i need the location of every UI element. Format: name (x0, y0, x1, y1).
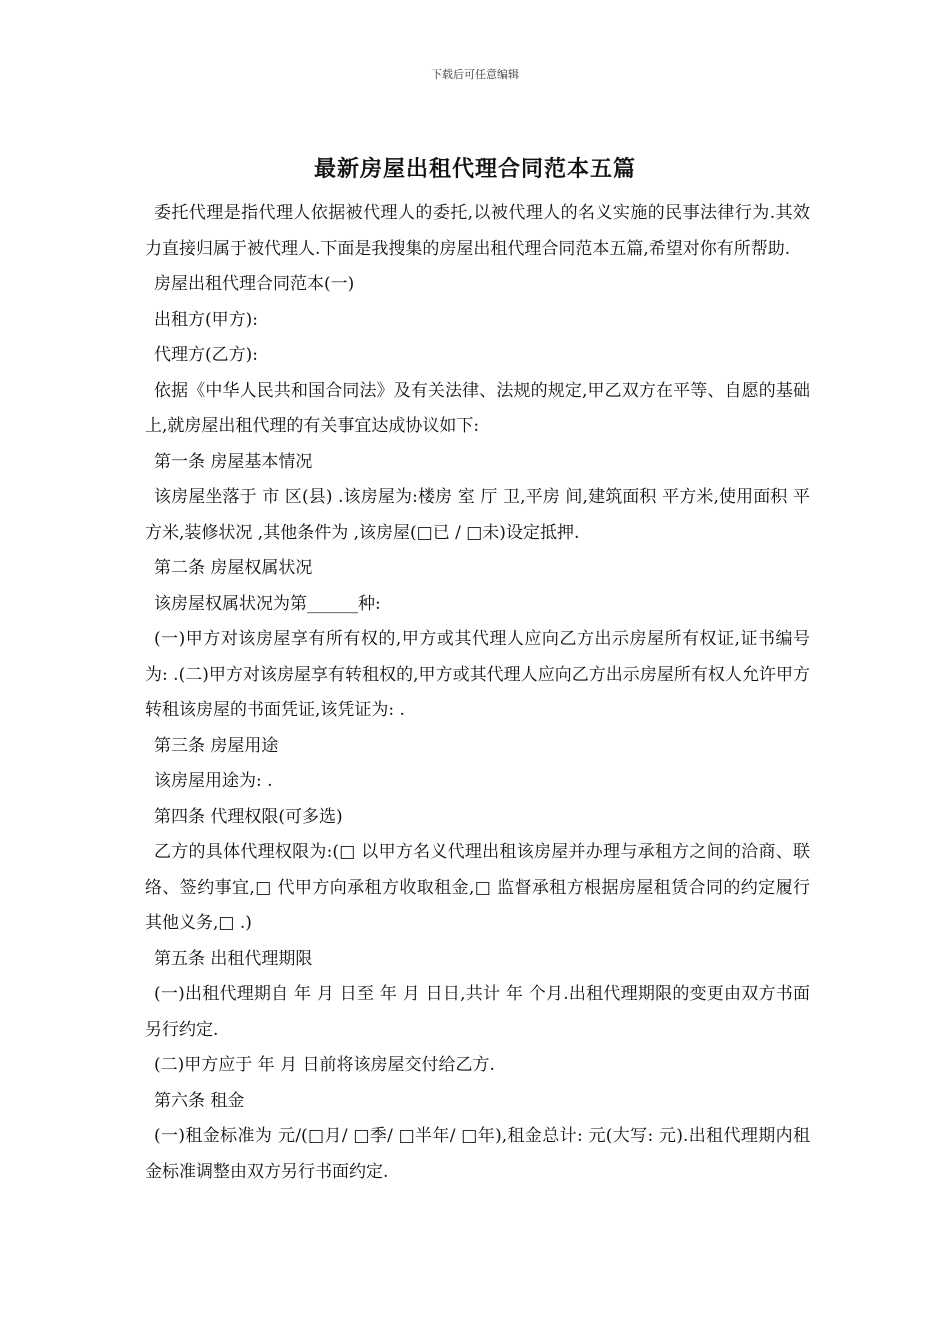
party-a-line: 出租方(甲方): (154, 309, 258, 330)
party-b-line: 代理方(乙方): (154, 345, 258, 365)
article-6-clause-1: (一)租金标准为 元/(□月/ □季/ □半年/ □年),租金总计: 元(大写: 元).出租代理期内租金标准调整由双方另行书面约定. (145, 1126, 810, 1182)
contract-subtitle: 房屋出租代理合同范本(一) (154, 274, 355, 294)
header-note: 下载后可任意编辑 (431, 68, 519, 81)
article-3-heading: 第三条 房屋用途 (154, 735, 279, 756)
article-1-body: 该房屋坐落于 市 区(县) .该房屋为:楼房 室 厅 卫,平房 间,建筑面积 平方米,使用面积 平方米,装修状况 ,其他条件为 ,该房屋(□已 / □未)设定抵押. (145, 487, 810, 543)
article-1-heading: 第一条 房屋基本情况 (154, 451, 313, 472)
article-2-intro: 该房屋权属状况为第______种: (154, 593, 381, 614)
document-title: 最新房屋出租代理合同范本五篇 (313, 156, 636, 182)
article-4-heading: 第四条 代理权限(可多选) (154, 806, 343, 827)
intro-paragraph: 委托代理是指代理人依据被代理人的委托,以被代理人的名义实施的民事法律行为.其效力直接归属于被代理人.下面是我搜集的房屋出租代理合同范本五篇,希望对你有所帮助. (145, 203, 810, 259)
article-5-heading: 第五条 出租代理期限 (154, 948, 313, 969)
article-5-clause-1: (一)出租代理期自 年 月 日至 年 月 日日,共计 年 个月.出租代理期限的变更由双方书面另行约定. (145, 984, 810, 1040)
article-3-body: 该房屋用途为: . (154, 771, 273, 791)
document-body (145, 196, 810, 1190)
article-2-heading: 第二条 房屋权属状况 (154, 558, 313, 578)
article-4-body: 乙方的具体代理权限为:(□ 以甲方名义代理出租该房屋并办理与承租方之间的洽商、联络、签约事宜,□ 代甲方向承租方收取租金,□ 监督承租方根据房屋租赁合同的约定履行其他义务,□ .) (145, 842, 810, 933)
article-6-heading: 第六条 租金 (154, 1090, 245, 1111)
article-2-body: (一)甲方对该房屋享有所有权的,甲方或其代理人应向乙方出示房屋所有权证,证书编号为: .(二)甲方对该房屋享有转租权的,甲方或其代理人应向乙方出示房屋所有权人允许甲方转租该房屋的书面凭证,该凭证为: . (145, 629, 810, 720)
legal-basis-paragraph: 依据《中华人民共和国合同法》及有关法律、法规的规定,甲乙双方在平等、自愿的基础上,就房屋出租代理的有关事宜达成协议如下: (145, 380, 810, 436)
article-5-clause-2: (二)甲方应于 年 月 日前将该房屋交付给乙方. (154, 1055, 495, 1075)
